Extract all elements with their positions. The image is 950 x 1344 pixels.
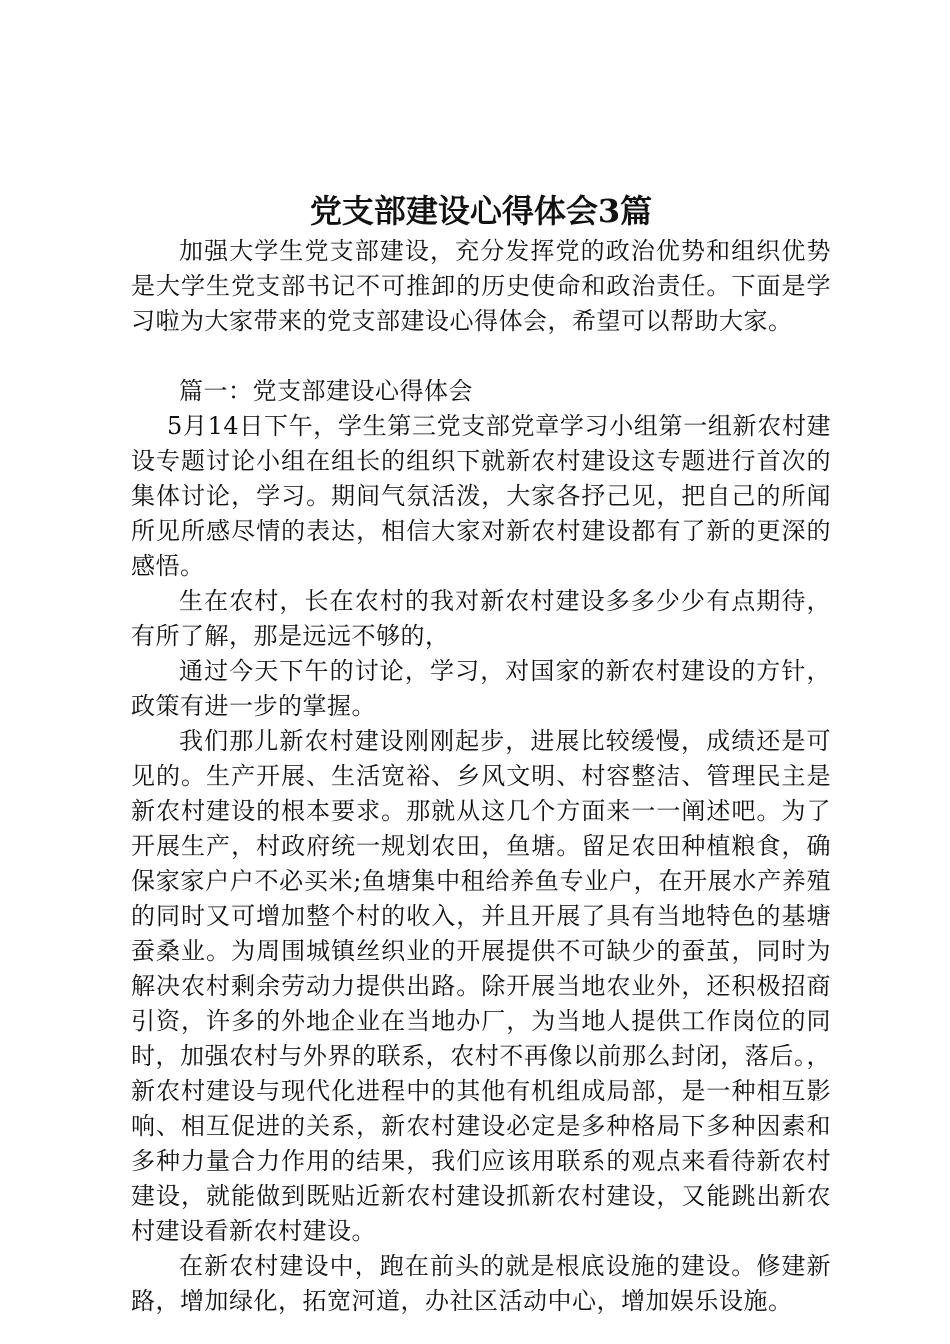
intro-paragraph: 加强大学生党支部建设，充分发挥党的政治优势和组织优势是大学生党支部书记不可推卸的历史使命和政治责任。下面是学习啦为大家带来的党支部建设心得体会，希望可以帮助大家。	[131, 237, 831, 335]
document-body	[131, 188, 831, 1319]
body-paragraph: 我们那儿新农村建设刚刚起步，进展比较缓慢，成绩还是可见的。生产开展、生活宽裕、乡风文明、村容整洁、管理民主是新农村建设的根本要求。那就从这几个方面来一一阐述吧。为了开展生产，村政府统一规划农田，鱼塘。留足农田种植粮食，确保家家户户不必买米;鱼塘集中租给养鱼专业户，在开展水产养殖的同时又可增加整个村的收入，并且开展了具有当地特色的基塘蚕桑业。为周围城镇丝织业的开展提供不可缺少的蚕茧，同时为解决农村剩余劳动力提供出路。除开展当地农业外，还积极招商引资，许多的外地企业在当地办厂，为当地人提供工作岗位的同时，加强农村与外界的联系，农村不再像以前那么封闭，落后。，新农村建设与现代化进程中的其他有机组成局部，是一种相互影响、相互促进的关系，新农村建设必定是多种格局下多种因素和多种力量合力作用的结果，我们应该用联系的观点来看待新农村建设，就能做到既贴近新农村建设抓新农村建设，又能跳出新农村建设看新农村建设。	[131, 727, 831, 1245]
body-paragraph: 5月14日下午，学生第三党支部党章学习小组第一组新农村建设专题讨论小组在组长的组织下就新农村建设这专题进行首次的集体讨论，学习。期间气氛活泼，大家各抒己见，把自己的所闻所见所感尽情的表达，相信大家对新农村建设都有了新的更深的感悟。	[131, 412, 831, 580]
blank-line	[131, 339, 831, 374]
document-title: 党支部建设心得体会3篇	[309, 192, 653, 230]
body-paragraph: 在新农村建设中，跑在前头的就是根底设施的建设。修建新路，增加绿化，拓宽河道，办社区活动中心，增加娱乐设施。	[131, 1252, 831, 1315]
body-paragraph: 生在农村，长在农村的我对新农村建设多多少少有点期待，有所了解，那是远远不够的，	[131, 587, 831, 650]
section-heading: 篇一：党支部建设心得体会	[179, 377, 473, 405]
body-paragraph: 通过今天下午的讨论，学习，对国家的新农村建设的方针，政策有进一步的掌握。	[131, 657, 831, 720]
